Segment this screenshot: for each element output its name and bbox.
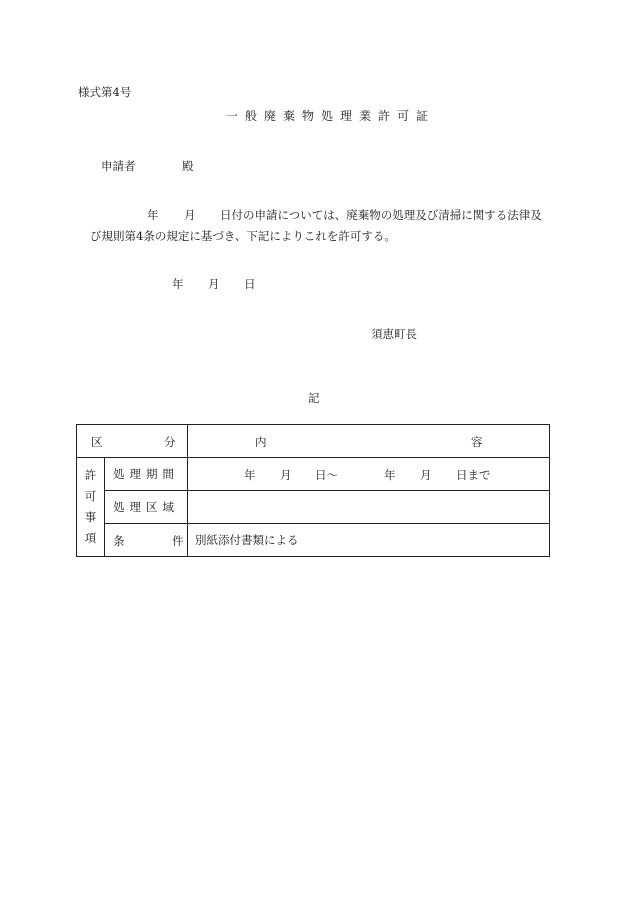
- form-number: 様式第4号: [78, 85, 132, 99]
- header-content: [188, 425, 550, 458]
- permit-table: [76, 424, 550, 557]
- table-header-row: [77, 425, 550, 458]
- application-month: 月: [184, 208, 196, 222]
- period-label: 処理期間: [105, 458, 188, 491]
- header-you: 容: [471, 435, 483, 449]
- document-title: 一般廃棄物処理業許可証: [226, 109, 436, 123]
- application-year: 年: [147, 208, 159, 222]
- header-bun: 分: [164, 435, 176, 449]
- table-row: [77, 491, 550, 524]
- body-text-line1: 日付の申請については、廃棄物の処理及び清掃に関する法律及: [220, 208, 542, 222]
- issue-month: 月: [208, 277, 220, 291]
- issuer-name: 須恵町長: [371, 327, 417, 341]
- condition-value: 別紙添付書類による: [188, 524, 550, 557]
- issue-day: 日: [244, 277, 256, 291]
- condition-label: 条 件: [105, 524, 188, 557]
- applicant-honorific: 殿: [182, 159, 194, 173]
- issue-year: 年: [172, 277, 184, 291]
- body-text-line2: び規則第4条の規定に基づき、下記によりこれを許可する。: [90, 229, 396, 243]
- table-row: [77, 458, 550, 491]
- header-ku: 区: [91, 435, 103, 449]
- area-value: [188, 491, 550, 524]
- period-value: 年 月 日〜 年 月 日まで: [188, 458, 550, 491]
- area-label: 処理区域: [105, 491, 188, 524]
- table-row: [77, 524, 550, 557]
- applicant-label: 申請者: [101, 159, 136, 173]
- note-heading: 記: [308, 391, 320, 405]
- permit-items-label: 許 可 事 項: [77, 458, 105, 557]
- header-category: [77, 425, 188, 458]
- header-nai: 内: [255, 435, 267, 449]
